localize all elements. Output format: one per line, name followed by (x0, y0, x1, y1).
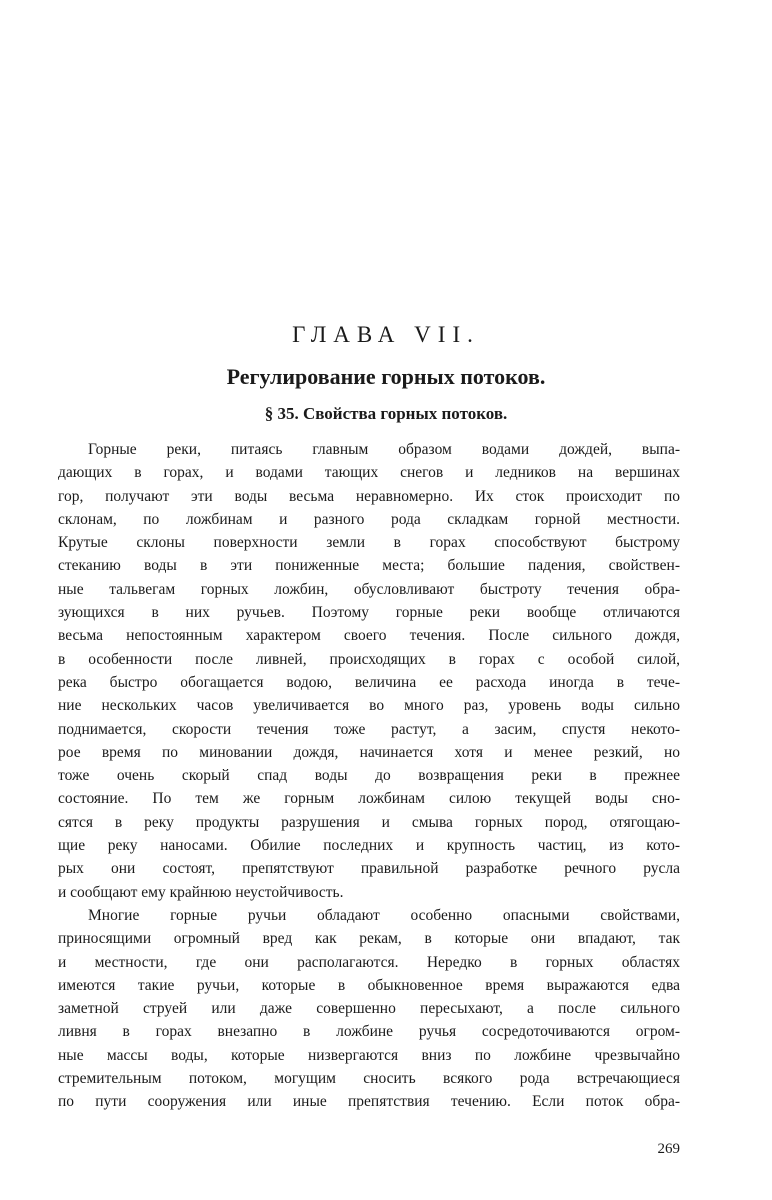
chapter-heading: ГЛАВА VII. (292, 322, 480, 347)
text-line: стеканию воды в эти пониженные места; большие падения, свойствен- (58, 557, 680, 575)
text-line: гор, получают эти воды весьма неравномерно. Их сток происходит по (58, 487, 680, 505)
text-line: ливня в горах внезапно в ложбине ручья сосредоточиваются огром- (58, 1023, 680, 1041)
text-line: тоже очень скорый спад воды до возвращения реки в прежнее (58, 767, 680, 785)
text-line: дающих в горах, и водами тающих снегов и ледников на вершинах (58, 464, 680, 482)
text-line: поднимается, скорости течения тоже растут, а засим, спустя некото- (58, 720, 680, 738)
text-line: весьма непостоянным характером своего течения. После сильного дождя, (58, 627, 680, 645)
text-line: Горные реки, питаясь главным образом водами дождей, выпа- (88, 441, 680, 458)
text-line: имеются такие ручьи, которые в обыкновенное время выражаются едва (58, 976, 680, 994)
text-line: заметной струей или даже совершенно пересыхают, а после сильного (58, 1000, 680, 1018)
text-line: ные массы воды, которые низвергаются вниз по ложбине чрезвычайно (58, 1046, 680, 1064)
text-line: щие реку наносами. Обилие последних и крупность частиц, из кото- (58, 837, 680, 855)
text-line: состояние. По тем же горным ложбинам силою текущей воды сно- (58, 790, 680, 808)
text-line: ние нескольких часов увеличивается во много раз, уровень воды сильно (58, 697, 680, 715)
text-line: Многие горные ручьи обладают особенно опасными свойствами, (88, 906, 680, 924)
text-line: по пути сооружения или иные препятствия течению. Если поток обра- (58, 1093, 680, 1111)
text-line: склонам, по ложбинам и разного рода складкам горной местности. (58, 510, 680, 528)
text-line: зующихся в них ручьев. Поэтому горные реки вообще отличаются (58, 604, 680, 622)
section-heading: § 35. Свойства горных потоков. (264, 404, 508, 423)
text-line: приносящими огромный вред как рекам, в которые они впадают, так (58, 930, 680, 948)
text-line: Крутые склоны поверхности земли в горах способствуют быстрому (58, 534, 680, 552)
body-text (58, 438, 680, 1114)
text-line: и сообщают ему крайнюю неустойчивость. (58, 883, 344, 901)
chapter-title: Регулирование горных потоков. (226, 364, 546, 389)
text-line: и местности, где они располагаются. Нередко в горных областях (58, 953, 680, 971)
page-number: 269 (657, 1141, 680, 1157)
text-line: стремительным потоком, могущим сносить всякого рода встречающиеся (58, 1070, 680, 1088)
text-line: сятся в реку продукты разрушения и смыва горных пород, отягощаю- (58, 813, 680, 831)
text-line: рых они состоят, препятствуют правильной разработке речного русла (58, 860, 680, 878)
text-line: рое время по миновании дождя, начинается хотя и менее резкий, но (58, 743, 680, 761)
text-line: ные тальвегам горных ложбин, обусловливают быстроту течения обра- (58, 580, 680, 598)
text-line: в особенности после ливней, происходящих в горах с особой силой, (58, 650, 680, 668)
text-line: река быстро обогащается водою, величина ее расхода иногда в тече- (58, 673, 680, 691)
